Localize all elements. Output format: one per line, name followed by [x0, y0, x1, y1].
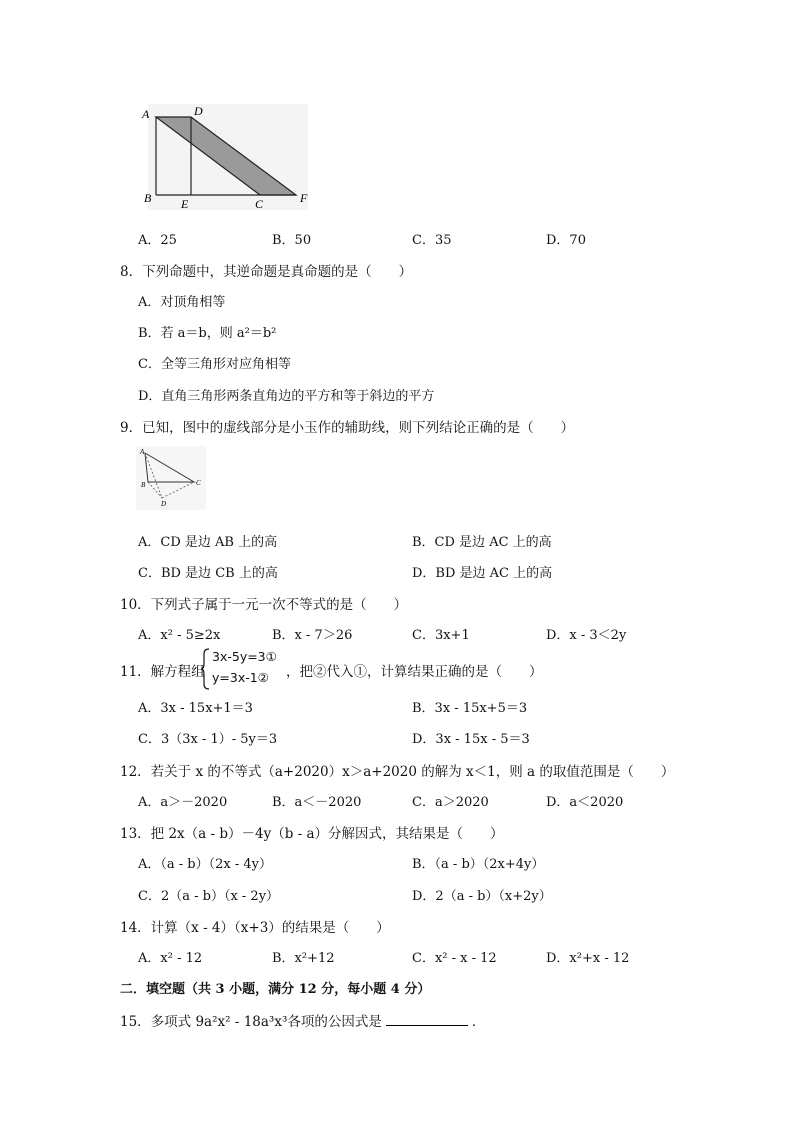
label-B: B — [144, 191, 152, 205]
q11-eq1: 3x-5y=3① — [212, 649, 277, 664]
q8-stem: 8．下列命题中，其逆命题是真命题的是（ ） — [120, 264, 413, 280]
q13-option-b: B．（a - b）（2x+4y） — [412, 857, 545, 872]
label-D: D — [194, 104, 203, 118]
q7-figure — [138, 100, 318, 212]
brace-icon — [200, 648, 210, 690]
q15 — [120, 1010, 485, 1030]
q9-option-b: B．CD 是边 AC 上的高 — [412, 535, 552, 550]
q13-option-c: C．2（a - b）（x - 2y） — [138, 889, 280, 904]
q9-label-D: D — [161, 500, 167, 508]
label-C: C — [255, 197, 264, 211]
q10-option-d: D．x - 3＜2y — [546, 628, 627, 643]
q7-option-c: C．35 — [412, 233, 452, 248]
q11-eq2: y=3x-1② — [212, 670, 269, 685]
q15-stem: 15．多项式 9a²x² - 18a³x³各项的公因式是 — [120, 1014, 382, 1030]
q9-label-B: B — [141, 481, 146, 489]
q14-option-d: D．x²+x - 12 — [546, 951, 630, 966]
label-A: A — [142, 107, 150, 121]
q12-option-a: A．a＞－2020 — [138, 795, 228, 810]
q10-option-a: A．x² - 5≥2x — [138, 628, 221, 643]
q9-label-C: C — [196, 479, 201, 487]
q11-equation-system — [200, 648, 290, 690]
q9-option-d: D．BD 是边 AC 上的高 — [412, 566, 553, 581]
q9-option-a: A．CD 是边 AB 上的高 — [138, 535, 278, 550]
q9-label-A: A — [140, 448, 145, 456]
q11-option-b: B．3x - 15x+5＝3 — [412, 701, 528, 716]
q11-option-c: C．3（3x - 1）- 5y＝3 — [138, 732, 278, 747]
q14-option-a: A．x² - 12 — [138, 951, 203, 966]
q12-stem: 12．若关于 x 的不等式（a+2020）x＞a+2020 的解为 x＜1，则 a 的取值范围是（ ） — [120, 764, 675, 780]
q13-option-a: A．（a - b）（2x - 4y） — [138, 857, 272, 872]
q14-option-b: B．x²+12 — [272, 951, 335, 966]
q8-option-b: B．若 a＝b，则 a²＝b² — [138, 326, 277, 341]
q14-stem: 14．计算（x - 4）（x+3）的结果是（ ） — [120, 920, 390, 936]
q11-option-d: D．3x - 15x - 5＝3 — [412, 732, 530, 747]
q12-option-c: C．a＞2020 — [412, 795, 489, 810]
q11-stem-suffix: ，把②代入①，计算结果正确的是（ ） — [286, 664, 543, 680]
q11-option-a: A．3x - 15x+1＝3 — [138, 701, 253, 716]
q10-option-b: B．x - 7＞26 — [272, 628, 353, 643]
q12-option-b: B．a＜－2020 — [272, 795, 362, 810]
q15-end: ． — [471, 1014, 486, 1030]
q9-figure — [136, 446, 206, 510]
q8-option-c: C．全等三角形对应角相等 — [138, 357, 291, 372]
label-E: E — [181, 197, 189, 211]
q8-option-a: A．对顶角相等 — [138, 295, 226, 310]
q13-stem: 13．把 2x（a - b）－4y（b - a）分解因式，其结果是（ ） — [120, 826, 504, 842]
q8-option-d: D．直角三角形两条直角边的平方和等于斜边的平方 — [138, 389, 435, 404]
q12-option-d: D．a＜2020 — [546, 795, 624, 810]
section-heading-fill-in: 二．填空题（共 3 小题，满分 12 分，每小题 4 分） — [120, 982, 431, 997]
q15-answer-blank[interactable] — [386, 1013, 468, 1026]
q9-stem: 9．已知，图中的虚线部分是小玉作的辅助线，则下列结论正确的是（ ） — [120, 420, 575, 436]
q10-option-c: C．3x+1 — [412, 628, 470, 643]
q11-stem-prefix: 11．解方程组 — [120, 664, 205, 680]
q7-option-a: A．25 — [138, 233, 177, 248]
q7-option-b: B．50 — [272, 233, 312, 248]
label-F: F — [300, 191, 308, 205]
q13-option-d: D．2（a - b）（x+2y） — [412, 889, 552, 904]
q9-option-c: C．BD 是边 CB 上的高 — [138, 566, 278, 581]
q14-option-c: C．x² - x - 12 — [412, 951, 497, 966]
q7-option-d: D．70 — [546, 233, 586, 248]
q10-stem: 10．下列式子属于一元一次不等式的是（ ） — [120, 597, 408, 613]
